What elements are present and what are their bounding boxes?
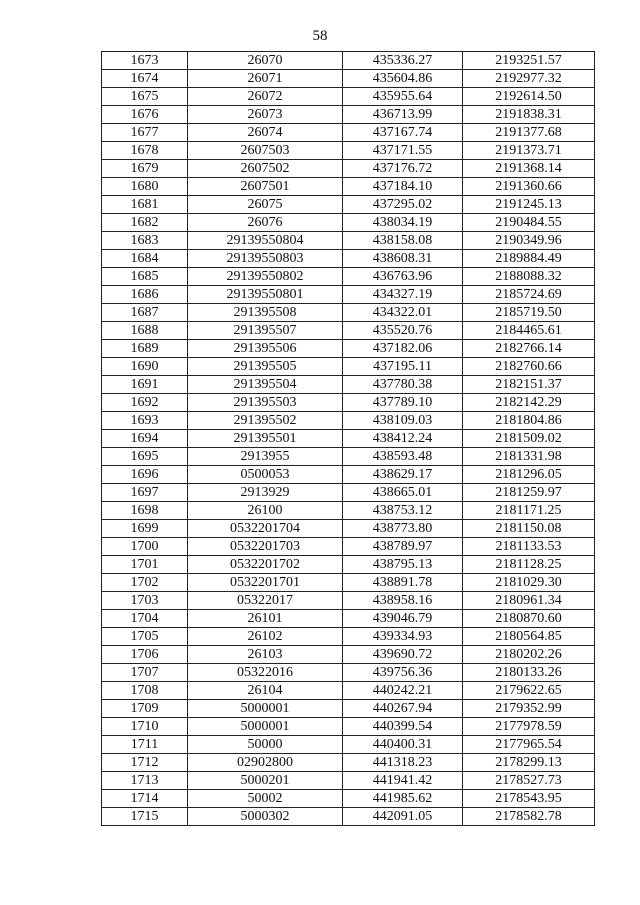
y-coordinate-cell: 2178299.13 bbox=[463, 754, 595, 772]
y-coordinate-cell: 2181296.05 bbox=[463, 466, 595, 484]
table-row bbox=[102, 790, 595, 808]
y-coordinate-cell: 2181509.02 bbox=[463, 430, 595, 448]
x-coordinate-cell: 440400.31 bbox=[343, 736, 463, 754]
point-number-cell: 1687 bbox=[102, 304, 188, 322]
table-row bbox=[102, 808, 595, 826]
table-row bbox=[102, 664, 595, 682]
point-number-cell: 1691 bbox=[102, 376, 188, 394]
y-coordinate-cell: 2181029.30 bbox=[463, 574, 595, 592]
table-row bbox=[102, 124, 595, 142]
point-code-cell: 0532201704 bbox=[188, 520, 343, 538]
table-row bbox=[102, 88, 595, 106]
y-coordinate-cell: 2180564.85 bbox=[463, 628, 595, 646]
x-coordinate-cell: 439334.93 bbox=[343, 628, 463, 646]
table-row bbox=[102, 772, 595, 790]
x-coordinate-cell: 435604.86 bbox=[343, 70, 463, 88]
point-number-cell: 1679 bbox=[102, 160, 188, 178]
table-row bbox=[102, 538, 595, 556]
point-code-cell: 291395506 bbox=[188, 340, 343, 358]
point-number-cell: 1712 bbox=[102, 754, 188, 772]
point-number-cell: 1709 bbox=[102, 700, 188, 718]
x-coordinate-cell: 437167.74 bbox=[343, 124, 463, 142]
y-coordinate-cell: 2182142.29 bbox=[463, 394, 595, 412]
point-code-cell: 291395504 bbox=[188, 376, 343, 394]
point-code-cell: 50000 bbox=[188, 736, 343, 754]
table-row bbox=[102, 178, 595, 196]
point-code-cell: 26100 bbox=[188, 502, 343, 520]
point-number-cell: 1673 bbox=[102, 52, 188, 70]
point-code-cell: 2607503 bbox=[188, 142, 343, 160]
table-body bbox=[102, 52, 595, 826]
x-coordinate-cell: 440267.94 bbox=[343, 700, 463, 718]
point-code-cell: 26103 bbox=[188, 646, 343, 664]
y-coordinate-cell: 2191245.13 bbox=[463, 196, 595, 214]
point-number-cell: 1708 bbox=[102, 682, 188, 700]
point-code-cell: 29139550803 bbox=[188, 250, 343, 268]
x-coordinate-cell: 439046.79 bbox=[343, 610, 463, 628]
x-coordinate-cell: 441318.23 bbox=[343, 754, 463, 772]
table-row bbox=[102, 106, 595, 124]
y-coordinate-cell: 2191377.68 bbox=[463, 124, 595, 142]
point-number-cell: 1703 bbox=[102, 592, 188, 610]
y-coordinate-cell: 2190484.55 bbox=[463, 214, 595, 232]
point-code-cell: 291395502 bbox=[188, 412, 343, 430]
point-code-cell: 02902800 bbox=[188, 754, 343, 772]
point-number-cell: 1682 bbox=[102, 214, 188, 232]
table-row bbox=[102, 448, 595, 466]
y-coordinate-cell: 2178582.78 bbox=[463, 808, 595, 826]
table-row bbox=[102, 700, 595, 718]
y-coordinate-cell: 2181259.97 bbox=[463, 484, 595, 502]
table-row bbox=[102, 736, 595, 754]
point-code-cell: 0532201701 bbox=[188, 574, 343, 592]
point-code-cell: 5000001 bbox=[188, 718, 343, 736]
x-coordinate-cell: 438665.01 bbox=[343, 484, 463, 502]
y-coordinate-cell: 2179622.65 bbox=[463, 682, 595, 700]
point-number-cell: 1688 bbox=[102, 322, 188, 340]
x-coordinate-cell: 435336.27 bbox=[343, 52, 463, 70]
table-row bbox=[102, 286, 595, 304]
point-number-cell: 1674 bbox=[102, 70, 188, 88]
point-number-cell: 1676 bbox=[102, 106, 188, 124]
table-row bbox=[102, 556, 595, 574]
y-coordinate-cell: 2178527.73 bbox=[463, 772, 595, 790]
table-row bbox=[102, 232, 595, 250]
table-row bbox=[102, 52, 595, 70]
x-coordinate-cell: 437176.72 bbox=[343, 160, 463, 178]
point-code-cell: 291395508 bbox=[188, 304, 343, 322]
point-code-cell: 29139550801 bbox=[188, 286, 343, 304]
point-number-cell: 1681 bbox=[102, 196, 188, 214]
y-coordinate-cell: 2191838.31 bbox=[463, 106, 595, 124]
table-row bbox=[102, 466, 595, 484]
point-number-cell: 1675 bbox=[102, 88, 188, 106]
point-code-cell: 26104 bbox=[188, 682, 343, 700]
x-coordinate-cell: 437184.10 bbox=[343, 178, 463, 196]
x-coordinate-cell: 438789.97 bbox=[343, 538, 463, 556]
y-coordinate-cell: 2180870.60 bbox=[463, 610, 595, 628]
y-coordinate-cell: 2188088.32 bbox=[463, 268, 595, 286]
y-coordinate-cell: 2191373.71 bbox=[463, 142, 595, 160]
point-number-cell: 1685 bbox=[102, 268, 188, 286]
point-number-cell: 1713 bbox=[102, 772, 188, 790]
point-code-cell: 26073 bbox=[188, 106, 343, 124]
x-coordinate-cell: 438158.08 bbox=[343, 232, 463, 250]
x-coordinate-cell: 437195.11 bbox=[343, 358, 463, 376]
y-coordinate-cell: 2182766.14 bbox=[463, 340, 595, 358]
point-code-cell: 291395507 bbox=[188, 322, 343, 340]
point-number-cell: 1680 bbox=[102, 178, 188, 196]
y-coordinate-cell: 2177965.54 bbox=[463, 736, 595, 754]
table-row bbox=[102, 484, 595, 502]
table-row bbox=[102, 394, 595, 412]
point-code-cell: 0500053 bbox=[188, 466, 343, 484]
y-coordinate-cell: 2189884.49 bbox=[463, 250, 595, 268]
y-coordinate-cell: 2185724.69 bbox=[463, 286, 595, 304]
table-row bbox=[102, 646, 595, 664]
point-code-cell: 26072 bbox=[188, 88, 343, 106]
y-coordinate-cell: 2177978.59 bbox=[463, 718, 595, 736]
point-number-cell: 1694 bbox=[102, 430, 188, 448]
point-code-cell: 5000001 bbox=[188, 700, 343, 718]
table-row bbox=[102, 610, 595, 628]
y-coordinate-cell: 2182151.37 bbox=[463, 376, 595, 394]
table-row bbox=[102, 592, 595, 610]
x-coordinate-cell: 434327.19 bbox=[343, 286, 463, 304]
point-number-cell: 1714 bbox=[102, 790, 188, 808]
y-coordinate-cell: 2179352.99 bbox=[463, 700, 595, 718]
x-coordinate-cell: 442091.05 bbox=[343, 808, 463, 826]
x-coordinate-cell: 439756.36 bbox=[343, 664, 463, 682]
y-coordinate-cell: 2180961.34 bbox=[463, 592, 595, 610]
point-code-cell: 0532201702 bbox=[188, 556, 343, 574]
point-code-cell: 26070 bbox=[188, 52, 343, 70]
point-number-cell: 1700 bbox=[102, 538, 188, 556]
y-coordinate-cell: 2182760.66 bbox=[463, 358, 595, 376]
y-coordinate-cell: 2192614.50 bbox=[463, 88, 595, 106]
point-number-cell: 1693 bbox=[102, 412, 188, 430]
x-coordinate-cell: 435955.64 bbox=[343, 88, 463, 106]
y-coordinate-cell: 2180133.26 bbox=[463, 664, 595, 682]
x-coordinate-cell: 436713.99 bbox=[343, 106, 463, 124]
table-row bbox=[102, 430, 595, 448]
y-coordinate-cell: 2181331.98 bbox=[463, 448, 595, 466]
point-number-cell: 1697 bbox=[102, 484, 188, 502]
x-coordinate-cell: 441941.42 bbox=[343, 772, 463, 790]
point-number-cell: 1715 bbox=[102, 808, 188, 826]
x-coordinate-cell: 438891.78 bbox=[343, 574, 463, 592]
table-row bbox=[102, 340, 595, 358]
y-coordinate-cell: 2193251.57 bbox=[463, 52, 595, 70]
point-code-cell: 2607501 bbox=[188, 178, 343, 196]
point-code-cell: 29139550802 bbox=[188, 268, 343, 286]
table-row bbox=[102, 412, 595, 430]
table-row bbox=[102, 628, 595, 646]
table-row bbox=[102, 718, 595, 736]
page-number: 58 bbox=[312, 28, 328, 44]
point-number-cell: 1678 bbox=[102, 142, 188, 160]
x-coordinate-cell: 440399.54 bbox=[343, 718, 463, 736]
x-coordinate-cell: 441985.62 bbox=[343, 790, 463, 808]
y-coordinate-cell: 2181128.25 bbox=[463, 556, 595, 574]
x-coordinate-cell: 438608.31 bbox=[343, 250, 463, 268]
table-row bbox=[102, 196, 595, 214]
point-number-cell: 1701 bbox=[102, 556, 188, 574]
x-coordinate-cell: 438412.24 bbox=[343, 430, 463, 448]
point-code-cell: 291395503 bbox=[188, 394, 343, 412]
x-coordinate-cell: 438109.03 bbox=[343, 412, 463, 430]
point-number-cell: 1695 bbox=[102, 448, 188, 466]
point-number-cell: 1711 bbox=[102, 736, 188, 754]
point-number-cell: 1702 bbox=[102, 574, 188, 592]
table-row bbox=[102, 268, 595, 286]
point-number-cell: 1677 bbox=[102, 124, 188, 142]
table-row bbox=[102, 304, 595, 322]
table-row bbox=[102, 142, 595, 160]
x-coordinate-cell: 440242.21 bbox=[343, 682, 463, 700]
table-row bbox=[102, 754, 595, 772]
x-coordinate-cell: 436763.96 bbox=[343, 268, 463, 286]
x-coordinate-cell: 437780.38 bbox=[343, 376, 463, 394]
point-code-cell: 26101 bbox=[188, 610, 343, 628]
y-coordinate-cell: 2191368.14 bbox=[463, 160, 595, 178]
x-coordinate-cell: 438034.19 bbox=[343, 214, 463, 232]
point-number-cell: 1704 bbox=[102, 610, 188, 628]
point-number-cell: 1698 bbox=[102, 502, 188, 520]
point-number-cell: 1705 bbox=[102, 628, 188, 646]
x-coordinate-cell: 438593.48 bbox=[343, 448, 463, 466]
point-code-cell: 29139550804 bbox=[188, 232, 343, 250]
x-coordinate-cell: 435520.76 bbox=[343, 322, 463, 340]
x-coordinate-cell: 437295.02 bbox=[343, 196, 463, 214]
y-coordinate-cell: 2181171.25 bbox=[463, 502, 595, 520]
point-number-cell: 1699 bbox=[102, 520, 188, 538]
x-coordinate-cell: 438958.16 bbox=[343, 592, 463, 610]
y-coordinate-cell: 2184465.61 bbox=[463, 322, 595, 340]
y-coordinate-cell: 2185719.50 bbox=[463, 304, 595, 322]
table-row bbox=[102, 574, 595, 592]
table-row bbox=[102, 250, 595, 268]
table-row bbox=[102, 358, 595, 376]
y-coordinate-cell: 2192977.32 bbox=[463, 70, 595, 88]
table-row bbox=[102, 70, 595, 88]
point-number-cell: 1696 bbox=[102, 466, 188, 484]
y-coordinate-cell: 2191360.66 bbox=[463, 178, 595, 196]
x-coordinate-cell: 438753.12 bbox=[343, 502, 463, 520]
table-row bbox=[102, 502, 595, 520]
table-row bbox=[102, 520, 595, 538]
x-coordinate-cell: 439690.72 bbox=[343, 646, 463, 664]
y-coordinate-cell: 2181804.86 bbox=[463, 412, 595, 430]
point-number-cell: 1683 bbox=[102, 232, 188, 250]
point-number-cell: 1684 bbox=[102, 250, 188, 268]
coordinates-table bbox=[101, 51, 595, 826]
table-row bbox=[102, 214, 595, 232]
point-code-cell: 26102 bbox=[188, 628, 343, 646]
point-code-cell: 2913955 bbox=[188, 448, 343, 466]
point-code-cell: 0532201703 bbox=[188, 538, 343, 556]
table-row bbox=[102, 682, 595, 700]
point-code-cell: 5000302 bbox=[188, 808, 343, 826]
point-code-cell: 2607502 bbox=[188, 160, 343, 178]
point-code-cell: 26075 bbox=[188, 196, 343, 214]
point-code-cell: 26076 bbox=[188, 214, 343, 232]
point-number-cell: 1692 bbox=[102, 394, 188, 412]
x-coordinate-cell: 437171.55 bbox=[343, 142, 463, 160]
point-code-cell: 2913929 bbox=[188, 484, 343, 502]
point-code-cell: 05322016 bbox=[188, 664, 343, 682]
point-code-cell: 26071 bbox=[188, 70, 343, 88]
point-number-cell: 1689 bbox=[102, 340, 188, 358]
point-number-cell: 1686 bbox=[102, 286, 188, 304]
point-number-cell: 1710 bbox=[102, 718, 188, 736]
x-coordinate-cell: 437182.06 bbox=[343, 340, 463, 358]
point-number-cell: 1706 bbox=[102, 646, 188, 664]
point-code-cell: 05322017 bbox=[188, 592, 343, 610]
point-code-cell: 291395501 bbox=[188, 430, 343, 448]
point-code-cell: 26074 bbox=[188, 124, 343, 142]
table-row bbox=[102, 322, 595, 340]
point-code-cell: 291395505 bbox=[188, 358, 343, 376]
y-coordinate-cell: 2180202.26 bbox=[463, 646, 595, 664]
y-coordinate-cell: 2181133.53 bbox=[463, 538, 595, 556]
table-row bbox=[102, 376, 595, 394]
point-code-cell: 5000201 bbox=[188, 772, 343, 790]
x-coordinate-cell: 438773.80 bbox=[343, 520, 463, 538]
y-coordinate-cell: 2190349.96 bbox=[463, 232, 595, 250]
x-coordinate-cell: 434322.01 bbox=[343, 304, 463, 322]
point-number-cell: 1707 bbox=[102, 664, 188, 682]
table-row bbox=[102, 160, 595, 178]
y-coordinate-cell: 2178543.95 bbox=[463, 790, 595, 808]
x-coordinate-cell: 437789.10 bbox=[343, 394, 463, 412]
x-coordinate-cell: 438629.17 bbox=[343, 466, 463, 484]
x-coordinate-cell: 438795.13 bbox=[343, 556, 463, 574]
point-code-cell: 50002 bbox=[188, 790, 343, 808]
y-coordinate-cell: 2181150.08 bbox=[463, 520, 595, 538]
point-number-cell: 1690 bbox=[102, 358, 188, 376]
